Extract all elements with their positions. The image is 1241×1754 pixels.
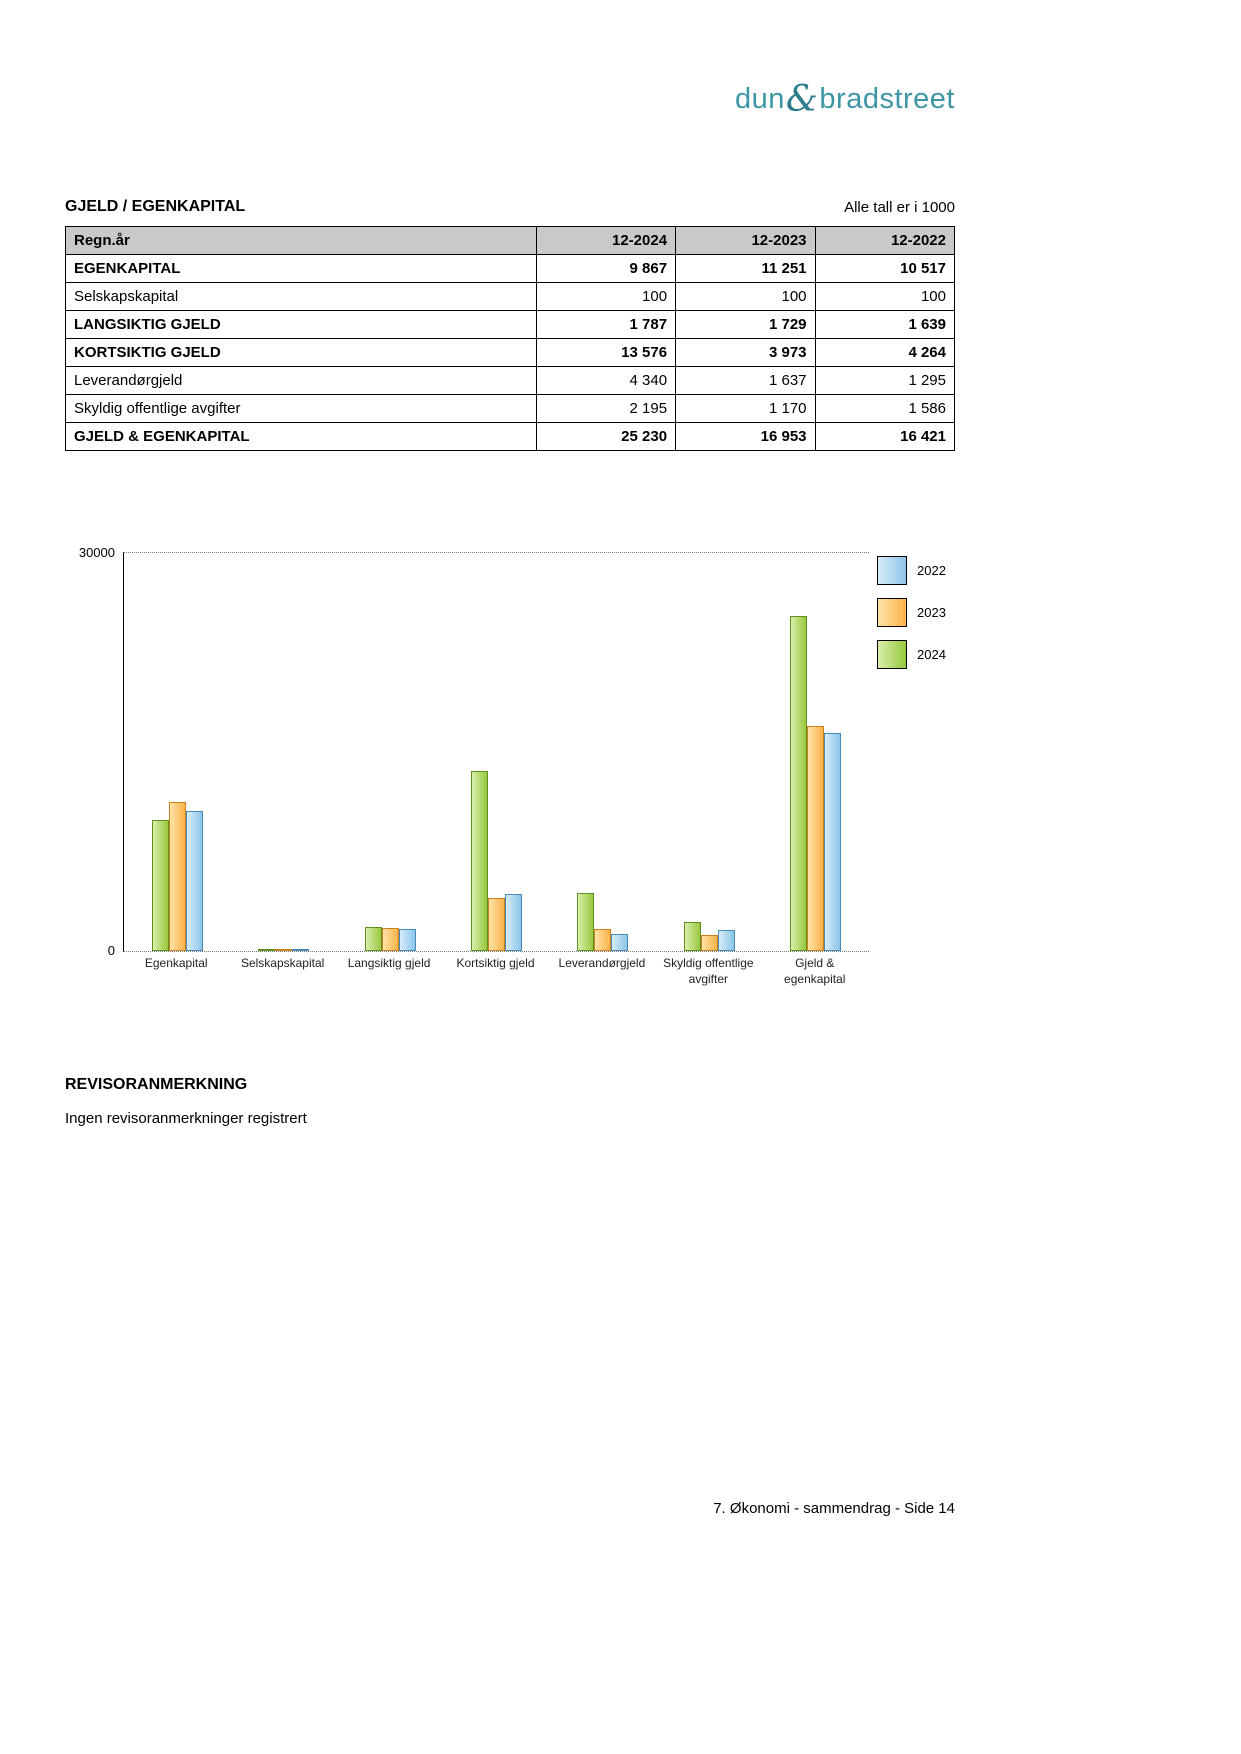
row-value: 100 — [676, 283, 815, 311]
units-note: Alle tall er i 1000 — [844, 199, 955, 216]
bar-cluster — [790, 616, 841, 951]
row-label: Skyldig offentlige avgifter — [66, 395, 537, 423]
bar-2023 — [382, 928, 399, 951]
row-value: 3 973 — [676, 339, 815, 367]
legend-label: 2023 — [917, 605, 946, 620]
row-label: GJELD & EGENKAPITAL — [66, 423, 537, 451]
bar-cluster — [471, 771, 522, 951]
row-label: LANGSIKTIG GJELD — [66, 311, 537, 339]
row-value: 1 295 — [815, 367, 954, 395]
x-axis-label: Leverandørgjeld — [558, 956, 646, 970]
row-value: 16 953 — [676, 423, 815, 451]
legend-swatch-2023 — [877, 598, 907, 627]
table-row — [66, 311, 955, 339]
table-row — [66, 395, 955, 423]
row-value: 13 576 — [536, 339, 675, 367]
row-value: 1 637 — [676, 367, 815, 395]
y-axis-zero-label: 0 — [107, 943, 115, 958]
row-value: 10 517 — [815, 255, 954, 283]
bar-2024 — [471, 771, 488, 951]
row-label: KORTSIKTIG GJELD — [66, 339, 537, 367]
bar-2023 — [275, 949, 292, 951]
bar-2022 — [399, 929, 416, 951]
row-label: Selskapskapital — [66, 283, 537, 311]
section-head — [65, 198, 955, 216]
bar-cluster — [152, 802, 203, 951]
table-header-row — [66, 227, 955, 255]
table-row — [66, 283, 955, 311]
logo-ampersand-icon: & — [785, 79, 819, 120]
chart-plot-area — [123, 552, 869, 952]
bar-group — [656, 553, 762, 951]
bar-2024 — [684, 922, 701, 951]
x-axis-label: Skyldig offentlige avgifter — [663, 956, 754, 986]
column-header-regnar: Regn.år — [66, 227, 537, 255]
table-row — [66, 339, 955, 367]
row-value: 100 — [815, 283, 954, 311]
bar-cluster — [577, 893, 628, 951]
bar-2024 — [790, 616, 807, 951]
column-header-2022: 12-2022 — [815, 227, 954, 255]
auditor-remarks-section — [65, 1076, 307, 1127]
bar-group — [230, 553, 336, 951]
row-value: 4 340 — [536, 367, 675, 395]
row-value: 1 729 — [676, 311, 815, 339]
logo-bradstreet: bradstreet — [819, 83, 955, 115]
bar-2023 — [169, 802, 186, 951]
financial-table — [65, 226, 955, 451]
legend-item-2022 — [877, 556, 946, 585]
bar-2023 — [807, 726, 824, 951]
bar-group — [124, 553, 230, 951]
x-axis-label: Selskapskapital — [240, 956, 325, 970]
bar-group — [550, 553, 656, 951]
bar-group — [763, 553, 869, 951]
row-value: 1 787 — [536, 311, 675, 339]
bar-2022 — [292, 949, 309, 951]
x-axis-label: Kortsiktig gjeld — [456, 956, 535, 970]
column-header-2024: 12-2024 — [536, 227, 675, 255]
row-value: 1 639 — [815, 311, 954, 339]
row-value: 100 — [536, 283, 675, 311]
legend-swatch-2022 — [877, 556, 907, 585]
bar-2024 — [577, 893, 594, 951]
chart-legend — [877, 556, 946, 682]
row-value: 1 586 — [815, 395, 954, 423]
bar-cluster — [365, 927, 416, 951]
bar-2022 — [505, 894, 522, 951]
bar-2022 — [186, 811, 203, 951]
row-value: 25 230 — [536, 423, 675, 451]
table-row — [66, 367, 955, 395]
legend-label: 2024 — [917, 647, 946, 662]
legend-swatch-2024 — [877, 640, 907, 669]
x-axis-label: Langsiktig gjeld — [347, 956, 431, 970]
row-value: 9 867 — [536, 255, 675, 283]
y-axis-max-label: 30000 — [78, 545, 115, 560]
section-title: GJELD / EGENKAPITAL — [65, 198, 246, 215]
auditor-remarks-text: Ingen revisoranmerkninger registrert — [65, 1110, 307, 1127]
x-axis-label: Gjeld & egenkapital — [784, 956, 846, 986]
page-footer: 7. Økonomi - sammendrag - Side 14 — [713, 1500, 955, 1517]
table-row — [66, 423, 955, 451]
table-body — [66, 255, 955, 451]
logo-dun: dun — [734, 83, 785, 115]
bar-2023 — [488, 898, 505, 951]
legend-label: 2022 — [917, 563, 946, 578]
bar-2024 — [258, 949, 275, 951]
row-value: 16 421 — [815, 423, 954, 451]
bar-2023 — [701, 935, 718, 951]
bar-2022 — [718, 930, 735, 951]
row-value: 2 195 — [536, 395, 675, 423]
dnb-logo — [734, 76, 955, 120]
bar-2022 — [611, 934, 628, 951]
bar-2023 — [594, 929, 611, 951]
table-row — [66, 255, 955, 283]
row-label: Leverandørgjeld — [66, 367, 537, 395]
debt-equity-chart — [75, 545, 1185, 1022]
column-header-2023: 12-2023 — [676, 227, 815, 255]
bar-group — [443, 553, 549, 951]
bar-2022 — [824, 733, 841, 951]
legend-item-2024 — [877, 640, 946, 669]
auditor-remarks-title: REVISORANMERKNING — [65, 1076, 248, 1093]
row-value: 4 264 — [815, 339, 954, 367]
bar-2024 — [152, 820, 169, 951]
row-value: 11 251 — [676, 255, 815, 283]
row-value: 1 170 — [676, 395, 815, 423]
row-label: EGENKAPITAL — [66, 255, 537, 283]
x-axis-label: Egenkapital — [144, 956, 208, 970]
bar-group — [337, 553, 443, 951]
bar-cluster — [684, 922, 735, 951]
chart-x-labels — [123, 956, 868, 987]
bar-cluster — [258, 949, 309, 951]
legend-item-2023 — [877, 598, 946, 627]
bar-2024 — [365, 927, 382, 951]
